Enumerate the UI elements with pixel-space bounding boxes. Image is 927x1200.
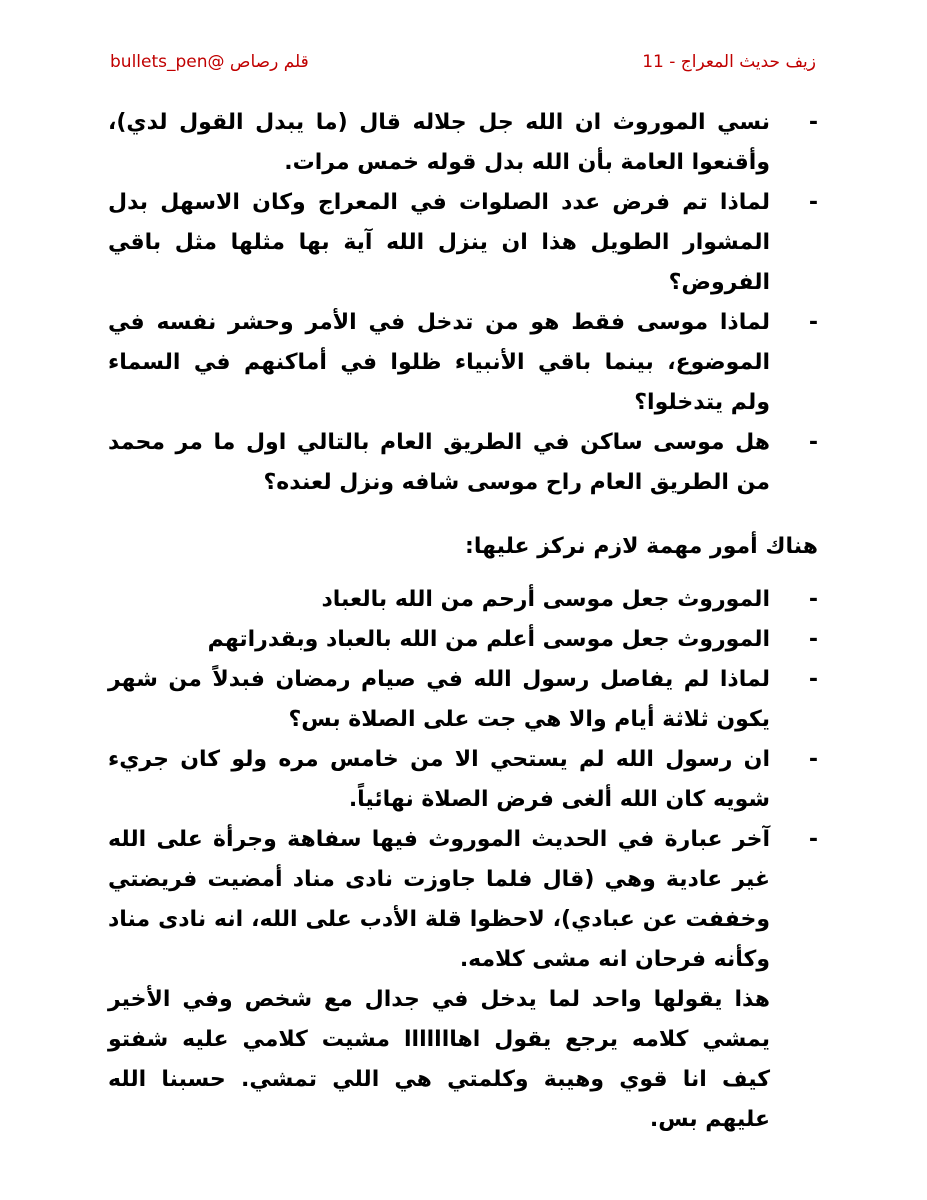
important-points-list: [108, 580, 818, 1140]
list-item-text: لماذا لم يفاصل رسول الله في صيام رمضان فبدلاً من شهر يكون ثلاثة أيام والا هي جت على الصلاة بس؟: [108, 667, 770, 732]
list-item: [108, 740, 818, 820]
list-dash: -: [808, 190, 818, 215]
list-item-text: آخر عبارة في الحديث الموروث فيها سفاهة وجرأة على الله غير عادية وهي (قال فلما جاوزت نادى مناد أمضيت فريضتي وخففت عن عبادي)، لاحظوا قلة الأدب على الله، انه نادى مناد وكأنه فرحان انه مشى كلامه.: [108, 827, 770, 972]
closing-paragraph: هذا يقولها واحد لما يدخل في جدال مع شخص وفي الأخير يمشي كلامه يرجع يقول اهااااااا مشيت كلامي عليه شفتو كيف انا قوي وهيبة وكلمتي هي اللي تمشي. حسبنا الله عليهم بس.: [108, 987, 770, 1132]
list-item-text: ان رسول الله لم يستحي الا من خامس مره ولو كان جريء شويه كان الله ألغى فرض الصلاة نهائياً.: [108, 747, 770, 812]
author-handle: قلم رصاص @bullets_pen: [110, 52, 309, 72]
section-heading: هناك أمور مهمة لازم نركز عليها:: [465, 534, 818, 559]
list-item-text: نسي الموروث ان الله جل جلاله قال (ما يبدل القول لدي)، وأقنعوا العامة بأن الله بدل قوله خمس مرات.: [108, 110, 770, 175]
list-item-text: هل موسى ساكن في الطريق العام بالتالي اول ما مر محمد من الطريق العام راح موسى شافه ونزل لعنده؟: [108, 430, 770, 495]
list-item-text: الموروث جعل موسى أرحم من الله بالعباد: [321, 587, 770, 612]
list-item-text: لماذا تم فرض عدد الصلوات في المعراج وكان الاسهل بدل المشوار الطويل هذا ان ينزل الله آية بها مثلها مثل باقي الفروض؟: [108, 190, 770, 295]
list-item: [108, 580, 818, 620]
list-item: [108, 620, 818, 660]
list-dash: -: [808, 430, 818, 455]
list-dash: -: [808, 627, 818, 652]
list-item: [108, 303, 818, 423]
questions-list: [108, 103, 818, 503]
list-item: [108, 660, 818, 740]
list-dash: -: [808, 310, 818, 335]
document-title: زيف حديث المعراج - 11: [642, 52, 816, 72]
page-header: [110, 52, 816, 82]
list-dash: -: [808, 587, 818, 612]
list-item-text: لماذا موسى فقط هو من تدخل في الأمر وحشر نفسه في الموضوع، بينما باقي الأنبياء ظلوا في أماكنهم في السماء ولم يتدخلوا؟: [108, 310, 770, 415]
list-dash: -: [808, 667, 818, 692]
list-item: [108, 183, 818, 303]
list-item: [108, 820, 818, 980]
list-dash: -: [808, 747, 818, 772]
list-item-text: الموروث جعل موسى أعلم من الله بالعباد وبقدراتهم: [207, 627, 770, 652]
list-item: [108, 423, 818, 503]
list-dash: -: [808, 110, 818, 135]
list-dash: -: [808, 827, 818, 852]
list-item: [108, 103, 818, 183]
